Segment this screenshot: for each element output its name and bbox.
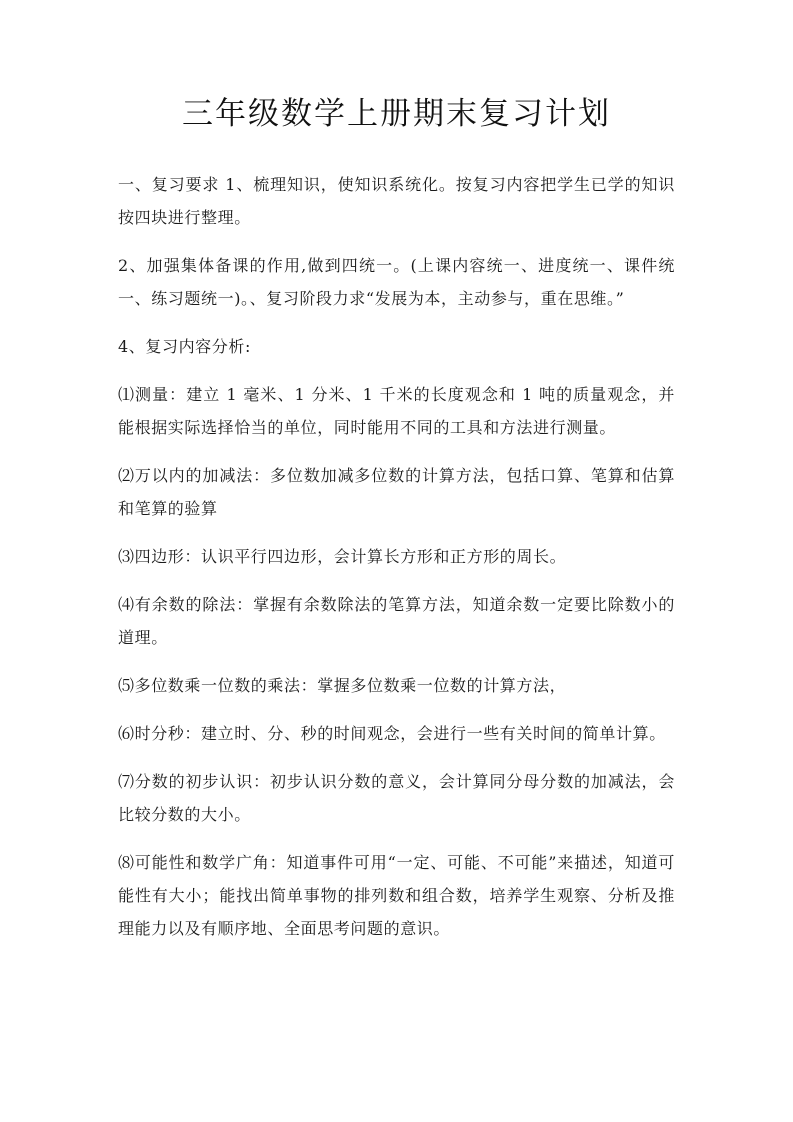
paragraph-multiplication: ⑸多位数乘一位数的乘法：掌握多位数乘一位数的计算方法， — [118, 676, 567, 695]
paragraph-measurement: ⑴测量：建立 1 毫米、1 分米、1 千米的长度观念和 1 吨的质量观念，并能根据实际选择恰当的单位，同时能用不同的工具和方法进行测量。 — [118, 385, 675, 437]
paragraph-possibility: ⑻可能性和数学广角：知道事件可用“一定、可能、不可能”来描述，知道可能性有大小；能找出简单事物的排列数和组合数，培养学生观察、分析及推理能力以及有顺序地、全面思考问题的意识。 — [118, 853, 675, 938]
paragraph-division-remainder: ⑷有余数的除法：掌握有余数除法的笔算方法，知道余数一定要比除数小的道理。 — [118, 595, 675, 647]
paragraph-collective-lesson-prep: 2、加强集体备课的作用,做到四统一。(上课内容统一、进度统一、课件统一、练习题统一)。、复习阶段力求“发展为本，主动参与，重在思维。” — [118, 256, 675, 308]
paragraph-quadrilateral: ⑶四边形：认识平行四边形，会计算长方形和正方形的周长。 — [118, 547, 567, 566]
paragraph-content-analysis-heading: 4、复习内容分析: — [118, 337, 251, 356]
paragraph-fractions: ⑺分数的初步认识：初步认识分数的意义，会计算同分母分数的加减法，会比较分数的大小。 — [118, 772, 675, 824]
document-title: 三年级数学上册期末复习计划 — [182, 96, 611, 132]
paragraph-review-requirements: 一、复习要求 1、梳理知识，使知识系统化。按复习内容把学生已学的知识按四块进行整理。 — [118, 175, 675, 227]
paragraph-time: ⑹时分秒：建立时、分、秒的时间观念，会进行一些有关时间的简单计算。 — [118, 724, 666, 743]
paragraph-addition-subtraction: ⑵万以内的加减法：多位数加减多位数的计算方法，包括口算、笔算和估算和笔算的验算 — [118, 466, 675, 518]
